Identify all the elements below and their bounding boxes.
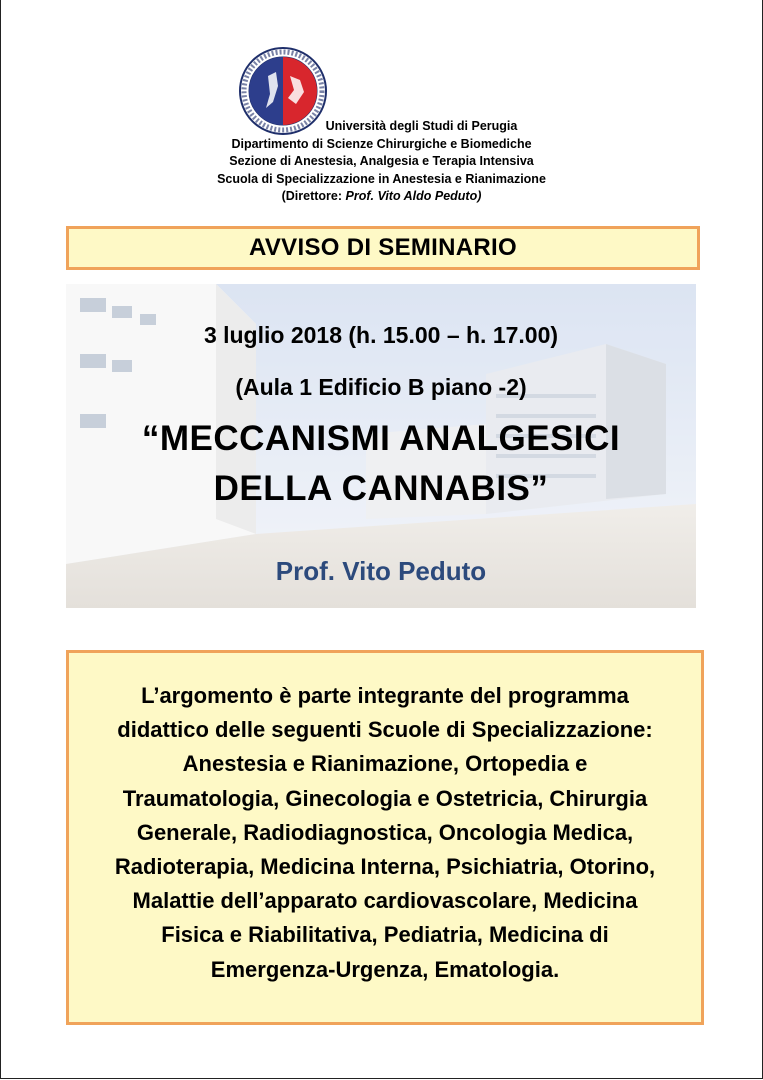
seminar-location: (Aula 1 Edificio B piano -2) xyxy=(235,374,527,400)
program-line: Traumatologia, Ginecologia e Ostetricia, Chirurgia xyxy=(122,785,648,811)
program-line: didattico delle seguenti Scuole di Specializzazione: xyxy=(117,717,653,743)
seminar-title-line2: DELLA CANNABIS” xyxy=(213,469,549,508)
program-line: Emergenza-Urgenza, Ematologia. xyxy=(210,956,560,982)
program-line: Malattie dell’apparato cardiovascolare, Medicina xyxy=(132,888,638,914)
header xyxy=(0,118,763,206)
program-text xyxy=(115,679,655,987)
seminar-title xyxy=(66,414,696,514)
seminar-title-line1: “MECCANISMI ANALGESICI xyxy=(141,419,621,458)
seminar-speaker: Prof. Vito Peduto xyxy=(275,556,487,586)
department-name: Dipartimento di Scienze Chirurgiche e Biomediche xyxy=(231,136,532,151)
seminar-date: 3 luglio 2018 (h. 15.00 – h. 17.00) xyxy=(203,322,559,348)
director-name: Prof. Vito Aldo Peduto) xyxy=(345,189,482,203)
director-line xyxy=(0,188,763,206)
banner-image xyxy=(66,284,696,608)
program-line: L’argomento è parte integrante del programma xyxy=(141,683,629,708)
section-name: Sezione di Anestesia, Analgesia e Terapia Intensiva xyxy=(229,154,534,168)
notice-box xyxy=(66,226,700,270)
school-name: Scuola di Specializzazione in Anestesia e Rianimazione xyxy=(217,171,546,186)
university-name: Università degli Studi di Perugia xyxy=(325,119,518,133)
notice-title: AVVISO DI SEMINARIO xyxy=(249,234,517,261)
program-line: Radioterapia, Medicina Interna, Psichiatria, Otorino, xyxy=(114,854,656,880)
program-line: Fisica e Riabilitativa, Pediatria, Medicina di xyxy=(161,922,609,948)
director-prefix: (Direttore: xyxy=(281,189,346,203)
program-line: Generale, Radiodiagnostica, Oncologia Medica, xyxy=(136,819,634,845)
program-box xyxy=(66,650,704,1025)
program-line: Anestesia e Rianimazione, Ortopedia e xyxy=(182,751,588,777)
